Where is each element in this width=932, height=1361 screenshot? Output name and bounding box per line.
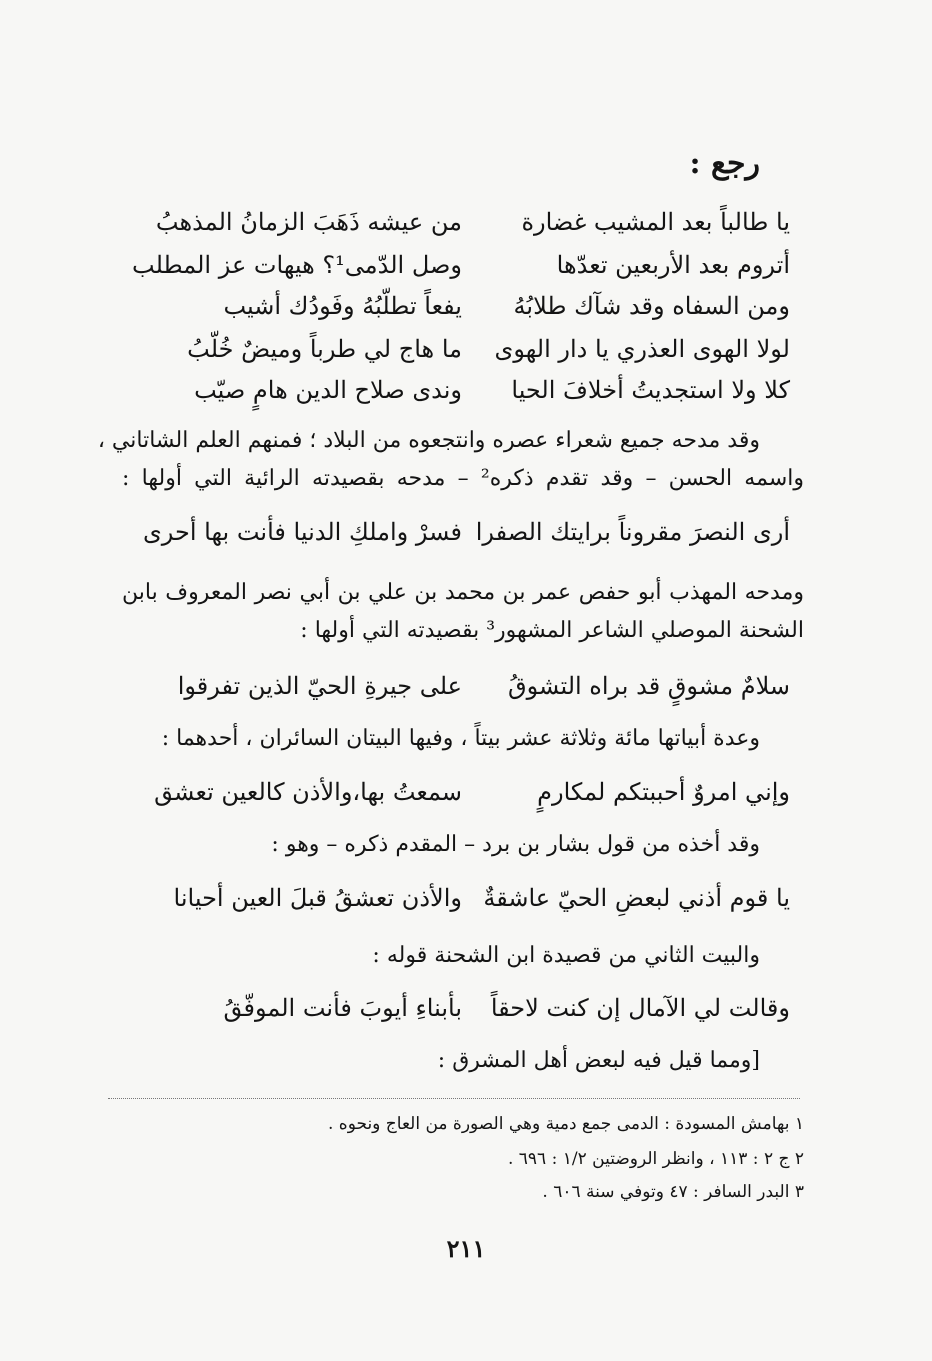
footnote: ٣ البدر السافر : ٤٧ وتوفي سنة ٦٠٦ .	[542, 1182, 804, 1202]
poem1-hemistich-left: وندى صلاح الدين هامٍ صيّب	[194, 376, 462, 404]
paragraph-line: وعدة أبياتها مائة وثلاثة عشر بيتاً ، وفيها البيتان السائران ، أحدهما :	[161, 726, 760, 751]
poem1-hemistich-left: من عيشه ذَهَبَ الزمانُ المذهبُ	[155, 208, 462, 236]
verse-hemistich-left: والأذن تعشقُ قبلَ العين أحيانا	[173, 884, 462, 912]
poem1-hemistich-right: لولا الهوى العذري يا دار الهوى	[494, 335, 790, 363]
verse-hemistich-right: وقالت لي الآمال إن كنت لاحقاً	[490, 994, 790, 1022]
footnote-divider	[108, 1098, 800, 1099]
poem1-hemistich-left: يفعاً تطلّبُهُ وفَودُك أشيب	[223, 292, 462, 320]
poem1-hemistich-right: كلا ولا استجديتُ أخلافَ الحيا	[511, 376, 790, 404]
paragraph-line: وقد مدحه جميع شعراء عصره وانتجعوه من البلاد ؛ فمنهم العلم الشاتاني ،	[97, 428, 760, 453]
poem1-hemistich-right: أتروم بعد الأربعين تعدّها	[556, 251, 790, 279]
paragraph-line: ومدحه المهذب أبو حفص عمر بن محمد بن علي بن أبي نصر المعروف بابن	[122, 580, 804, 605]
paragraph-line: [ومما قيل فيه لبعض أهل المشرق :	[437, 1048, 760, 1073]
verse-hemistich-left: بأبناءِ أيوبَ فأنت الموفّقُ	[223, 994, 462, 1022]
page-number: ٢١١	[446, 1234, 486, 1263]
paragraph-line: واسمه الحسن – وقد تقدم ذكره² – مدحه بقصيدته الرائية التي أولها :	[122, 466, 804, 491]
section-heading: رجع :	[689, 146, 760, 181]
verse-hemistich-right: سلامٌ مشوقٍ قد براه التشوقُ	[508, 672, 790, 700]
footnote: ١ بهامش المسودة : الدمى جمع دمية وهي الصورة من العاج ونحوه .	[327, 1114, 804, 1134]
verse-hemistich-left: فسرْ واملكِ الدنيا فأنت بها أحرى	[143, 518, 462, 546]
poem1-hemistich-right: يا طالباً بعد المشيب غضارة	[521, 208, 790, 236]
verse-hemistich-right: يا قوم أذني لبعضِ الحيّ عاشقةٌ	[483, 884, 790, 912]
paragraph-line: والبيت الثاني من قصيدة ابن الشحنة قوله :	[372, 943, 760, 968]
verse-hemistich-left: سمعتُ بها،والأذن كالعين تعشق	[154, 778, 462, 806]
verse-hemistich-right: أرى النصرَ مقروناً برايتك الصفرا	[475, 518, 790, 546]
poem1-hemistich-right: ومن السفاه وقد شآك طلابُهُ	[513, 292, 790, 320]
verse-hemistich-left: على جيرةِ الحيّ الذين تفرقوا	[177, 672, 462, 700]
paragraph-line: وقد أخذه من قول بشار بن برد – المقدم ذكره – وهو :	[271, 832, 760, 857]
footnote: ٢ ج ٢ : ١١٣ ، وانظر الروضتين ١/٢ : ٦٩٦ .	[507, 1149, 804, 1169]
paragraph-line: الشحنة الموصلي الشاعر المشهور³ بقصيدته التي أولها :	[300, 618, 804, 643]
poem1-hemistich-left: وصل الدّمى¹؟ هيهات عز المطلب	[132, 251, 462, 279]
verse-hemistich-right: وإني امروٌ أحببتكم لمكارمٍ	[537, 778, 790, 806]
poem1-hemistich-left: ما هاج لي طرباً وميضٌ خُلّبُ	[187, 335, 462, 363]
